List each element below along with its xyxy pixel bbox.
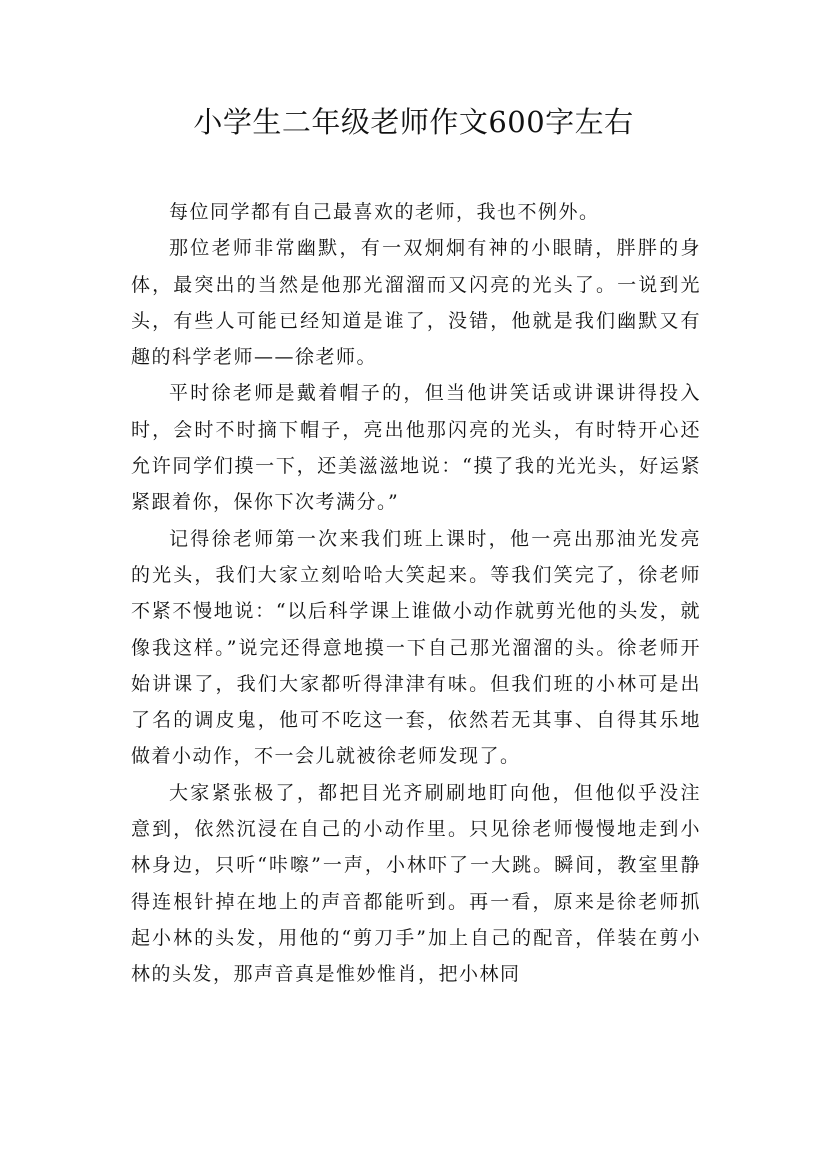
paragraph-5: 大家紧张极了，都把目光齐刷刷地盯向他，但他似乎没注意到，依然沉浸在自己的小动作里。只见徐老师慢慢地走到小林身边，只听“咔嚓”一声，小林吓了一大跳。瞬间，教室里静得连根针掉在地上的声音都能听到。再一看，原来是徐老师抓起小林的头发，用他的“剪刀手”加上自己的配音，佯装在剪小林的头发，那声音真是惟妙惟肖，把小林同 xyxy=(131,781,701,986)
document-title: 小学生二年级老师作文600字左右 xyxy=(193,105,634,139)
paragraph-2: 那位老师非常幽默，有一双炯炯有神的小眼睛，胖胖的身体，最突出的当然是他那光溜溜而又闪亮的光头了。一说到光头，有些人可能已经知道是谁了，没错，他就是我们幽默又有趣的科学老师——徐老师。 xyxy=(131,237,701,369)
paragraph-4: 记得徐老师第一次来我们班上课时，他一亮出那油光发亮的光头，我们大家立刻哈哈大笑起来。等我们笑完了，徐老师不紧不慢地说：“以后科学课上谁做小动作就剪光他的头发，就像我这样。”说完还得意地摸一下自己那光溜溜的头。徐老师开始讲课了，我们大家都听得津津有味。但我们班的小林可是出了名的调皮鬼，他可不吃这一套，依然若无其事、自得其乐地做着小动作，不一会儿就被徐老师发现了。 xyxy=(131,527,701,768)
paragraph-3: 平时徐老师是戴着帽子的，但当他讲笑话或讲课讲得投入时，会时不时摘下帽子，亮出他那闪亮的光头，有时特开心还允许同学们摸一下，还美滋滋地说：“摸了我的光光头，好运紧紧跟着你，保你下次考满分。” xyxy=(131,382,701,514)
document-body xyxy=(131,194,701,993)
paragraph-1: 每位同学都有自己最喜欢的老师，我也不例外。 xyxy=(169,201,600,223)
